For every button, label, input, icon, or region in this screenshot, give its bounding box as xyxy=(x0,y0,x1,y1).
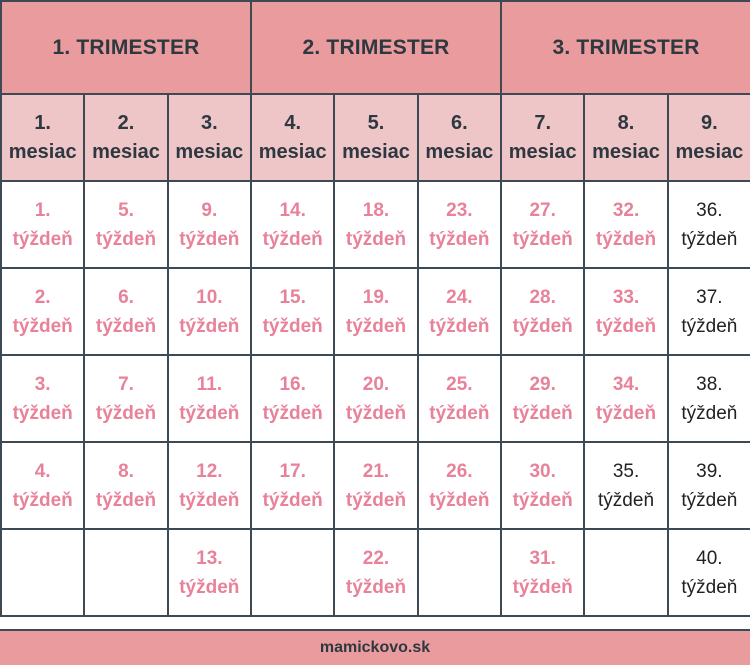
week-number: 14. xyxy=(279,199,306,221)
week-number: 28. xyxy=(529,286,556,308)
month-number: 8. xyxy=(617,111,635,134)
week-row xyxy=(1,355,750,442)
month-label: mesiac xyxy=(342,140,410,163)
week-label: týždeň xyxy=(179,228,240,250)
week-row xyxy=(1,181,750,268)
week-cell xyxy=(1,442,84,529)
site-footer: mamickovo.sk xyxy=(0,629,750,665)
week-number: 19. xyxy=(362,286,390,308)
month-number: 2. xyxy=(117,111,135,134)
month-number: 6. xyxy=(451,111,468,134)
week-row xyxy=(1,268,750,355)
week-label: týždeň xyxy=(429,489,490,511)
week-label: týždeň xyxy=(262,489,323,511)
week-number: 9. xyxy=(201,199,218,221)
month-header xyxy=(584,94,667,181)
week-cell xyxy=(584,268,667,355)
week-number: 10. xyxy=(196,286,223,308)
week-cell xyxy=(501,355,584,442)
empty-cell xyxy=(584,529,667,616)
week-number: 32. xyxy=(612,199,640,221)
month-header xyxy=(84,94,167,181)
month-header xyxy=(334,94,417,181)
week-row xyxy=(1,442,750,529)
week-label: týždeň xyxy=(95,228,157,250)
week-number: 20. xyxy=(362,373,390,395)
week-number: 34. xyxy=(612,373,640,395)
week-label: týždeň xyxy=(595,402,657,424)
week-label: týždeň xyxy=(262,228,323,250)
week-cell xyxy=(334,181,417,268)
week-number: 7. xyxy=(118,373,134,395)
week-cell xyxy=(1,181,84,268)
week-label: týždeň xyxy=(512,315,573,337)
week-number: 27. xyxy=(529,199,556,221)
week-label: týždeň xyxy=(345,576,407,598)
week-cell xyxy=(334,268,417,355)
week-number: 35. xyxy=(612,460,640,482)
week-number: 26. xyxy=(446,460,473,482)
week-label: týždeň xyxy=(429,228,490,250)
week-label: týždeň xyxy=(179,315,240,337)
week-number: 30. xyxy=(529,460,556,482)
week-number: 11. xyxy=(196,373,223,395)
empty-cell xyxy=(1,529,84,616)
week-label: týždeň xyxy=(345,402,407,424)
week-number: 21. xyxy=(362,460,390,482)
week-number: 40. xyxy=(696,547,723,569)
week-cell xyxy=(501,268,584,355)
week-number: 31. xyxy=(529,547,556,569)
trimester-header: 3. TRIMESTER xyxy=(501,1,750,94)
week-number: 15. xyxy=(279,286,306,308)
week-label: týždeň xyxy=(345,315,407,337)
month-label: mesiac xyxy=(8,140,77,163)
week-cell xyxy=(418,181,501,268)
trimester-header: 2. TRIMESTER xyxy=(251,1,501,94)
week-label: týždeň xyxy=(681,576,738,598)
week-label: týždeň xyxy=(595,315,657,337)
month-label: mesiac xyxy=(175,140,244,163)
month-number: 5. xyxy=(367,111,385,134)
month-header-row xyxy=(1,94,750,181)
week-label: týždeň xyxy=(345,228,407,250)
empty-cell xyxy=(418,529,501,616)
week-label: týždeň xyxy=(345,489,407,511)
week-cell xyxy=(84,355,167,442)
week-cell xyxy=(84,268,167,355)
week-cell xyxy=(418,355,501,442)
week-label: týždeň xyxy=(95,489,157,511)
month-number: 4. xyxy=(284,111,302,134)
month-header xyxy=(418,94,501,181)
week-label: týždeň xyxy=(681,315,738,337)
week-number: 36. xyxy=(696,199,723,221)
week-cell xyxy=(501,529,584,616)
week-label: týždeň xyxy=(95,315,157,337)
month-header xyxy=(501,94,584,181)
week-cell xyxy=(168,355,251,442)
week-row xyxy=(1,529,750,616)
week-cell xyxy=(584,355,667,442)
week-cell xyxy=(251,442,334,529)
week-number: 13. xyxy=(196,547,223,569)
week-label: týždeň xyxy=(179,489,240,511)
month-label: mesiac xyxy=(258,140,327,163)
week-number: 1. xyxy=(34,199,51,221)
week-cell xyxy=(584,181,667,268)
week-cell xyxy=(1,355,84,442)
trimester-header-row xyxy=(1,1,750,94)
week-number: 39. xyxy=(696,460,723,482)
week-label: týždeň xyxy=(681,402,738,424)
week-number: 38. xyxy=(696,373,723,395)
week-label: týždeň xyxy=(681,489,738,511)
month-label: mesiac xyxy=(675,140,744,163)
week-label: týždeň xyxy=(12,489,73,511)
month-number: 9. xyxy=(701,111,718,134)
week-cell xyxy=(668,355,750,442)
week-cell xyxy=(84,442,167,529)
empty-cell xyxy=(251,529,334,616)
week-label: týždeň xyxy=(12,402,73,424)
week-cell xyxy=(251,181,334,268)
week-cell xyxy=(668,268,750,355)
week-label: týždeň xyxy=(262,315,323,337)
week-label: týždeň xyxy=(512,402,573,424)
week-label: týždeň xyxy=(429,402,490,424)
week-cell xyxy=(501,442,584,529)
empty-cell xyxy=(84,529,167,616)
week-label: týždeň xyxy=(512,489,573,511)
week-label: týždeň xyxy=(512,576,573,598)
week-number: 2. xyxy=(34,286,51,308)
week-number: 33. xyxy=(612,286,640,308)
week-number: 29. xyxy=(529,373,556,395)
trimester-header: 1. TRIMESTER xyxy=(1,1,251,94)
week-cell xyxy=(168,268,251,355)
week-cell xyxy=(168,442,251,529)
week-label: týždeň xyxy=(179,402,240,424)
week-label: týždeň xyxy=(429,315,490,337)
week-label: týždeň xyxy=(262,402,323,424)
month-number: 1. xyxy=(34,111,51,134)
week-cell xyxy=(501,181,584,268)
week-label: týždeň xyxy=(681,228,738,250)
week-cell xyxy=(418,442,501,529)
week-cell xyxy=(668,181,750,268)
week-number: 16. xyxy=(279,373,306,395)
week-number: 8. xyxy=(118,460,134,482)
week-number: 12. xyxy=(196,460,223,482)
week-number: 24. xyxy=(446,286,473,308)
month-header xyxy=(168,94,251,181)
month-header xyxy=(668,94,750,181)
week-number: 4. xyxy=(34,460,51,482)
week-label: týždeň xyxy=(512,228,573,250)
week-label: týždeň xyxy=(95,402,157,424)
week-number: 37. xyxy=(696,286,723,308)
week-cell xyxy=(251,355,334,442)
month-header xyxy=(1,94,84,181)
week-cell xyxy=(668,529,750,616)
week-label: týždeň xyxy=(12,228,73,250)
month-label: mesiac xyxy=(508,140,577,163)
week-number: 23. xyxy=(446,199,473,221)
week-number: 22. xyxy=(362,547,390,569)
week-cell xyxy=(334,442,417,529)
week-grid xyxy=(1,181,750,616)
month-number: 7. xyxy=(534,111,552,134)
week-number: 25. xyxy=(446,373,473,395)
week-number: 3. xyxy=(34,373,51,395)
month-number: 3. xyxy=(200,111,218,134)
week-cell xyxy=(334,529,417,616)
week-cell xyxy=(418,268,501,355)
month-label: mesiac xyxy=(425,140,494,163)
month-header xyxy=(251,94,334,181)
week-cell xyxy=(334,355,417,442)
week-label: týždeň xyxy=(598,489,655,511)
month-label: mesiac xyxy=(592,140,660,163)
week-cell xyxy=(584,442,667,529)
week-number: 5. xyxy=(118,199,134,221)
week-cell xyxy=(668,442,750,529)
month-label: mesiac xyxy=(92,140,160,163)
week-label: týždeň xyxy=(12,315,73,337)
week-cell xyxy=(168,181,251,268)
week-cell xyxy=(168,529,251,616)
week-number: 18. xyxy=(362,199,390,221)
week-number: 6. xyxy=(118,286,134,308)
week-label: týždeň xyxy=(595,228,657,250)
week-cell xyxy=(1,268,84,355)
week-label: týždeň xyxy=(179,576,240,598)
week-cell xyxy=(84,181,167,268)
week-cell xyxy=(251,268,334,355)
week-number: 17. xyxy=(279,460,306,482)
